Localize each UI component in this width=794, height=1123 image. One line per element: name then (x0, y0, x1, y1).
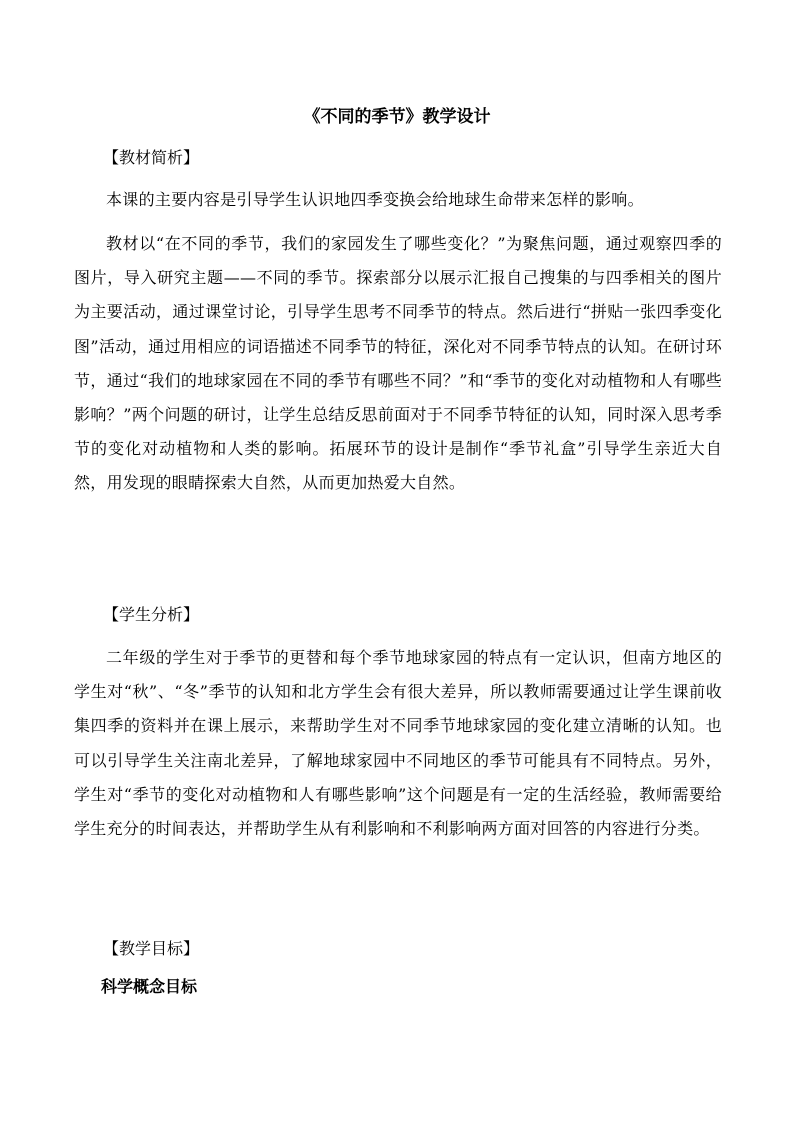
paragraph-textbook-body: 教材以“在不同的季节，我们的家园发生了哪些变化？”为聚焦问题，通过观察四季的图片，导入研究主题——不同的季节。探索部分以展示汇报自己搜集的与四季相关的图片为主要活动，通过课堂讨论，引导学生思考不同季节的特点。然后进行“拼贴一张四季变化图”活动，通过用相应的词语描述不同季节的特征，深化对不同季节特点的认知。在研讨环节，通过“我们的地球家园在不同的季节有哪些不同？”和“季节的变化对动植物和人有哪些影响？”两个问题的研讨，让学生总结反思前面对于不同季节特征的认知，同时深入思考季节的变化对动植物和人类的影响。拓展环节的设计是制作“季节礼盒”引导学生亲近大自然，用发现的眼睛探索大自然，从而更加热爱大自然。 (74, 234, 722, 493)
paragraph-student-analysis: 二年级的学生对于季节的更替和每个季节地球家园的特点有一定认识，但南方地区的学生对“秋”、“冬”季节的认知和北方学生会有很大差异，所以教师需要通过让学生课前收集四季的资料并在课上展示，来帮助学生对不同季节地球家园的变化建立清晰的认知。也可以引导学生关注南北差异，了解地球家园中不同地区的季节可能具有不同特点。另外，学生对“季节的变化对动植物和人有哪些影响”这个问题是有一定的生活经验，教师需要给学生充分的时间表达，并帮助学生从有利影响和不利影响两方面对回答的内容进行分类。 (74, 648, 722, 839)
document-title: 《不同的季节》教学设计 (303, 107, 491, 127)
paragraph-textbook-intro: 本课的主要内容是引导学生认识地四季变换会给地球生命带来怎样的影响。 (106, 190, 644, 209)
subheading-science-concept-goals: 科学概念目标 (101, 977, 198, 996)
section-heading-textbook-analysis: 【教材简析】 (103, 148, 200, 167)
section-heading-teaching-goals: 【教学目标】 (103, 939, 200, 958)
section-heading-student-analysis: 【学生分析】 (103, 605, 200, 624)
